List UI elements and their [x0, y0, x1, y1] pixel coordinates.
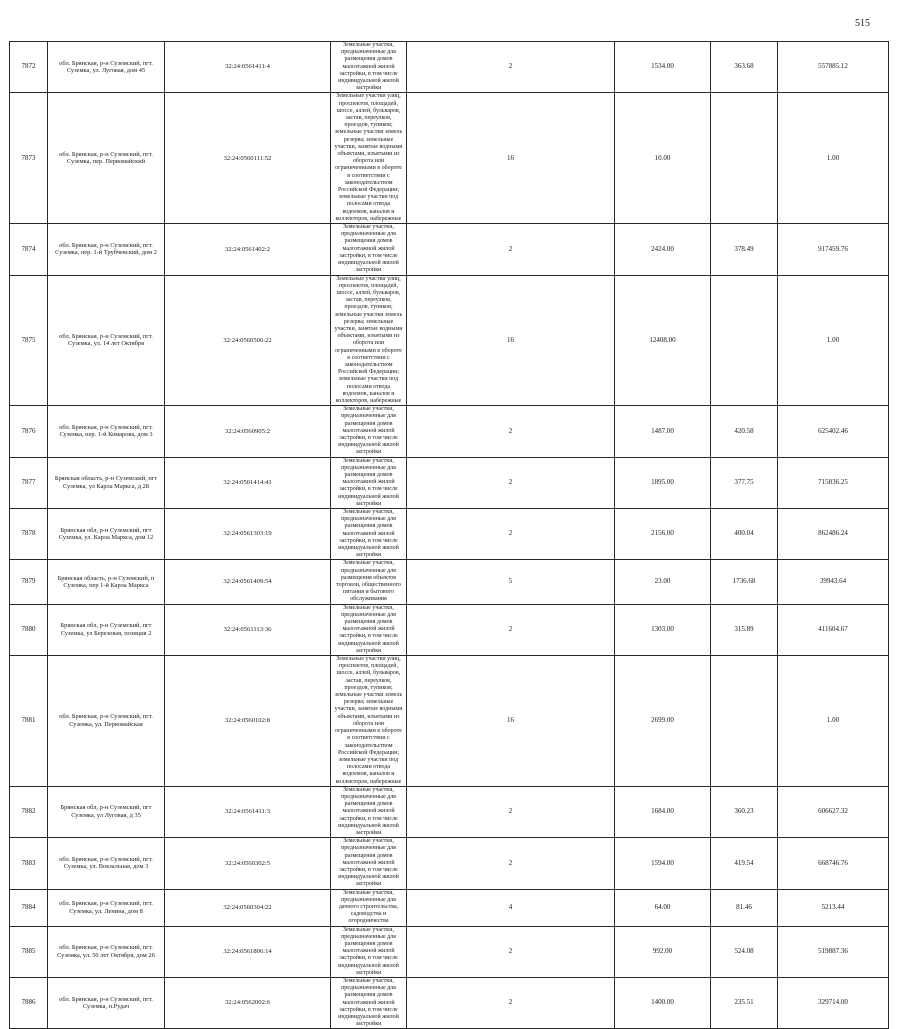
cadastral-number-cell: 32:24:0560304:22 [165, 889, 331, 926]
row-id-cell: 7883 [10, 838, 48, 889]
specific-value-cell: 360.23 [711, 786, 778, 837]
address-cell: обл. Брянская, р-н Суземский, пгт. Суземка, пер. Первомайский [48, 93, 165, 224]
table-row [10, 509, 889, 560]
row-id-cell: 7875 [10, 275, 48, 406]
cadastral-value-cell: 606627.32 [778, 786, 889, 837]
area-cell: 2699.00 [615, 656, 711, 787]
specific-value-cell: 315.89 [711, 604, 778, 655]
address-cell: обл. Брянская, р-н Суземский, пгт. Суземка, п.Рудач [48, 978, 165, 1029]
area-cell: 1400.00 [615, 978, 711, 1029]
cadastral-value-cell: 1.00 [778, 275, 889, 406]
specific-value-cell [711, 93, 778, 224]
page-number: 515 [855, 18, 870, 29]
cadastral-number-cell: 32:24:0560905:2 [165, 406, 331, 457]
land-use-cell: Земельные участки, предназначенные для размещения домов малоэтажной жилой застройки, в том числе индивидуальной жилой застройки [331, 978, 407, 1029]
row-id-cell: 7882 [10, 786, 48, 837]
group-cell: 2 [407, 509, 615, 560]
row-id-cell: 7884 [10, 889, 48, 926]
cadastral-number-cell: 32:24:0560111:52 [165, 93, 331, 224]
row-id-cell: 7878 [10, 509, 48, 560]
area-cell: 2424.00 [615, 224, 711, 275]
group-cell: 2 [407, 42, 615, 93]
area-cell: 10.00 [615, 93, 711, 224]
cadastral-number-cell: 32:24:0561806:14 [165, 926, 331, 977]
group-cell: 2 [407, 786, 615, 837]
address-cell: обл. Брянская, р-н Суземский, пгт. Суземка, ул. 50 лет Октября, дом 26 [48, 926, 165, 977]
specific-value-cell: 378.49 [711, 224, 778, 275]
table-row [10, 978, 889, 1029]
address-cell: Брянская область, р-н Суземский, пгт Суземка, ул Карла Маркса, д 28 [48, 457, 165, 508]
area-cell: 1594.00 [615, 838, 711, 889]
cadastral-value-cell: 519887.36 [778, 926, 889, 977]
row-id-cell: 7881 [10, 656, 48, 787]
specific-value-cell [711, 275, 778, 406]
address-cell: Брянская обл, р-н Суземский, пгт Суземка, ул Березовая, позиция 2 [48, 604, 165, 655]
table-row [10, 93, 889, 224]
cadastral-number-cell: 32:24:0561411:3 [165, 786, 331, 837]
table-row [10, 406, 889, 457]
address-cell: обл. Брянская, р-н Суземский, пгт. Суземка, ул. Вокзальная, дом 3 [48, 838, 165, 889]
area-cell: 992.00 [615, 926, 711, 977]
group-cell: 16 [407, 275, 615, 406]
address-cell: обл. Брянская, р-н Суземский, пгт. Суземка, пер. 1-й Комарова, дом 3 [48, 406, 165, 457]
land-use-cell: Земельные участки улиц, проспектов, площадей, шоссе, аллей, бульваров, застав, переулков, проездов, тупиков; земельные участки земель резерва; земельные участки, занятые водными объектами, изъятыми из оборота или ограниченными в обороте в соответствии с законодательством Российской Федерации; земельные участки под полосами отвода водоемов, каналов и коллекторов, набережные [331, 93, 407, 224]
address-cell: обл. Брянская, р-н Суземский, пгт. Суземка, ул. Первомайская [48, 656, 165, 787]
area-cell: 1487.00 [615, 406, 711, 457]
address-cell: Брянская обл, р-н Суземский, пгт Суземка, ул Луговая, д 35 [48, 786, 165, 837]
specific-value-cell: 420.58 [711, 406, 778, 457]
cadastral-value-cell: 329714.00 [778, 978, 889, 1029]
table-row [10, 656, 889, 787]
address-cell: обл. Брянская, р-н Суземский, пгт. Суземка, ул. 14 лет Октября [48, 275, 165, 406]
group-cell: 2 [407, 978, 615, 1029]
cadastral-number-cell: 32:24:0561303:19 [165, 509, 331, 560]
group-cell: 2 [407, 926, 615, 977]
table-row [10, 457, 889, 508]
area-cell: 2156.00 [615, 509, 711, 560]
group-cell: 2 [407, 457, 615, 508]
area-cell: 1684.00 [615, 786, 711, 837]
row-id-cell: 7872 [10, 42, 48, 93]
land-use-cell: Земельные участки, предназначенные для размещения домов малоэтажной жилой застройки, в том числе индивидуальной жилой застройки [331, 786, 407, 837]
specific-value-cell: 235.51 [711, 978, 778, 1029]
row-id-cell: 7873 [10, 93, 48, 224]
row-id-cell: 7880 [10, 604, 48, 655]
cadastral-number-cell: 32:24:0560102:8 [165, 656, 331, 787]
table-row [10, 604, 889, 655]
land-use-cell: Земельные участки улиц, проспектов, площадей, шоссе, аллей, бульваров, застав, переулков, проездов, тупиков; земельные участки земель резерва; земельные участки, занятые водными объектами, изъятыми из оборота или ограниченными в обороте в соответствии с законодательством Российской Федерации; земельные участки под полосами отвода водоемов, каналов и коллекторов, набережные [331, 275, 407, 406]
table-row [10, 42, 889, 93]
table-row [10, 838, 889, 889]
cadastral-value-cell: 715836.25 [778, 457, 889, 508]
group-cell: 4 [407, 889, 615, 926]
specific-value-cell: 81.46 [711, 889, 778, 926]
cadastral-number-cell: 32:24:0561402:2 [165, 224, 331, 275]
cadastral-value-table [9, 41, 889, 1029]
address-cell: обл. Брянская, р-н Суземский, пгт. Суземка, ул. Луговая, дом 45 [48, 42, 165, 93]
row-id-cell: 7877 [10, 457, 48, 508]
table-row [10, 889, 889, 926]
land-use-cell: Земельные участки, предназначенные для размещения домов малоэтажной жилой застройки, в том числе индивидуальной жилой застройки [331, 926, 407, 977]
cadastral-value-cell: 411604.67 [778, 604, 889, 655]
table-row [10, 786, 889, 837]
area-cell: 12408.00 [615, 275, 711, 406]
group-cell: 16 [407, 93, 615, 224]
cadastral-number-cell: 32:24:0561113:36 [165, 604, 331, 655]
group-cell: 2 [407, 838, 615, 889]
cadastral-value-cell: 862486.24 [778, 509, 889, 560]
area-cell: 64.00 [615, 889, 711, 926]
row-id-cell: 7885 [10, 926, 48, 977]
group-cell: 2 [407, 604, 615, 655]
cadastral-value-cell: 668746.76 [778, 838, 889, 889]
address-cell: Брянская область, р-н Суземский, п Суземка, пер 1-й Карла Маркса [48, 560, 165, 604]
cadastral-number-cell: 32:24:0562002:6 [165, 978, 331, 1029]
table-row [10, 224, 889, 275]
land-use-cell: Земельные участки, предназначенные для размещения домов малоэтажной жилой застройки, в том числе индивидуальной жилой застройки [331, 406, 407, 457]
land-use-cell: Земельные участки, предназначенные для размещения домов малоэтажной жилой застройки, в том числе индивидуальной жилой застройки [331, 224, 407, 275]
cadastral-value-cell: 625402.46 [778, 406, 889, 457]
specific-value-cell: 1736.68 [711, 560, 778, 604]
land-use-cell: Земельные участки, предназначенные для дачного строительства, садоводства и огородничества [331, 889, 407, 926]
specific-value-cell: 400.04 [711, 509, 778, 560]
specific-value-cell: 524.08 [711, 926, 778, 977]
cadastral-value-cell: 1.00 [778, 656, 889, 787]
specific-value-cell: 363.68 [711, 42, 778, 93]
address-cell: обл. Брянская, р-н Суземский, пгт. Суземка, пер. 1-й Трубчевский, дом 2 [48, 224, 165, 275]
cadastral-value-cell: 39943.64 [778, 560, 889, 604]
row-id-cell: 7886 [10, 978, 48, 1029]
land-use-cell: Земельные участки улиц, проспектов, площадей, шоссе, аллей, бульваров, застав, переулков, проездов, тупиков; земельные участки земель резерва; земельные участки, занятые водными объектами, изъятыми из оборота или ограниченными в обороте в соответствии с законодательством Российской Федерации; земельные участки под полосами отвода водоемов, каналов и коллекторов, набережные [331, 656, 407, 787]
cadastral-number-cell: 32:24:0561411:4 [165, 42, 331, 93]
row-id-cell: 7876 [10, 406, 48, 457]
cadastral-value-cell: 1.00 [778, 93, 889, 224]
cadastral-number-cell: 32:24:0560302:5 [165, 838, 331, 889]
cadastral-value-cell: 917459.76 [778, 224, 889, 275]
group-cell: 16 [407, 656, 615, 787]
row-id-cell: 7874 [10, 224, 48, 275]
specific-value-cell: 419.54 [711, 838, 778, 889]
land-use-cell: Земельные участки, предназначенные для размещения домов малоэтажной жилой застройки, в том числе индивидуальной жилой застройки [331, 457, 407, 508]
land-use-cell: Земельные участки, предназначенные для размещения домов малоэтажной жилой застройки, в том числе индивидуальной жилой застройки [331, 42, 407, 93]
cadastral-number-cell: 32:24:0560506:22 [165, 275, 331, 406]
row-id-cell: 7879 [10, 560, 48, 604]
specific-value-cell: 377.75 [711, 457, 778, 508]
group-cell: 5 [407, 560, 615, 604]
table-row [10, 926, 889, 977]
land-use-cell: Земельные участки, предназначенные для размещения домов малоэтажной жилой застройки, в том числе индивидуальной жилой застройки [331, 838, 407, 889]
land-use-cell: Земельные участки, предназначенные для размещения объектов торговли, общественного питания и бытового обслуживания [331, 560, 407, 604]
cadastral-value-cell: 5213.44 [778, 889, 889, 926]
land-use-cell: Земельные участки, предназначенные для размещения домов малоэтажной жилой застройки, в том числе индивидуальной жилой застройки [331, 509, 407, 560]
area-cell: 1534.00 [615, 42, 711, 93]
area-cell: 23.00 [615, 560, 711, 604]
address-cell: обл. Брянская, р-н Суземский, пгт. Суземка, ул. Ленина, дом 8 [48, 889, 165, 926]
specific-value-cell [711, 656, 778, 787]
area-cell: 1303.00 [615, 604, 711, 655]
cadastral-number-cell: 32:24:0561414:41 [165, 457, 331, 508]
group-cell: 2 [407, 406, 615, 457]
land-use-cell: Земельные участки, предназначенные для размещения домов малоэтажной жилой застройки, в том числе индивидуальной жилой застройки [331, 604, 407, 655]
cadastral-number-cell: 32:24:0561409:54 [165, 560, 331, 604]
group-cell: 2 [407, 224, 615, 275]
address-cell: Брянская обл, р-н Суземский, пгт Суземка, ул. Карла Маркса, дом 12 [48, 509, 165, 560]
cadastral-value-cell: 557885.12 [778, 42, 889, 93]
table-row [10, 275, 889, 406]
area-cell: 1895.00 [615, 457, 711, 508]
table-row [10, 560, 889, 604]
